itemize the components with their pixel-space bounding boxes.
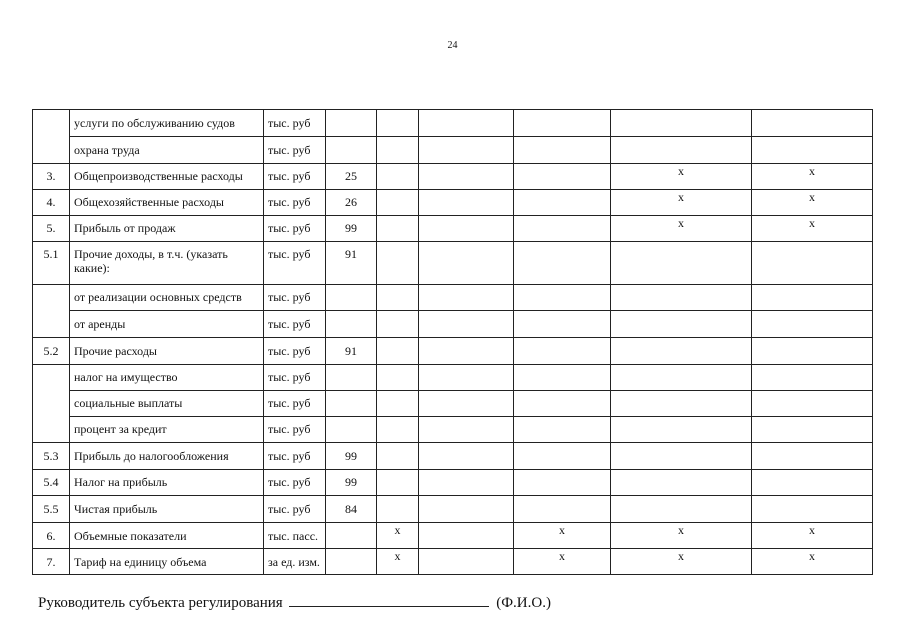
row-cell-c5 bbox=[377, 110, 419, 137]
row-unit-cell: тыс. руб bbox=[264, 164, 326, 190]
row-code-cell: 99 bbox=[326, 470, 377, 496]
table-row bbox=[33, 190, 873, 216]
row-unit-cell: тыс. руб bbox=[264, 496, 326, 523]
row-cell-c8: x bbox=[611, 164, 752, 190]
row-name-cell: процент за кредит bbox=[70, 417, 264, 443]
row-name-cell: Прочие доходы, в т.ч. (указать какие): bbox=[70, 242, 264, 285]
row-cell-c5 bbox=[377, 285, 419, 311]
row-cell-c8: x bbox=[611, 216, 752, 242]
table-row bbox=[33, 549, 873, 575]
row-code-cell bbox=[326, 391, 377, 417]
row-name-cell: Общехозяйственные расходы bbox=[70, 190, 264, 216]
report-table bbox=[32, 109, 873, 575]
row-cell-c9 bbox=[752, 496, 873, 523]
row-cell-c9 bbox=[752, 110, 873, 137]
table-row bbox=[33, 311, 873, 338]
row-cell-c6 bbox=[419, 285, 514, 311]
row-cell-c5 bbox=[377, 417, 419, 443]
row-cell-c9: x bbox=[752, 216, 873, 242]
row-code-cell: 99 bbox=[326, 216, 377, 242]
row-unit-cell: тыс. руб bbox=[264, 470, 326, 496]
row-cell-c9 bbox=[752, 470, 873, 496]
row-cell-c5: x bbox=[377, 549, 419, 575]
row-cell-c5 bbox=[377, 164, 419, 190]
row-name-cell: охрана труда bbox=[70, 137, 264, 164]
row-name-cell: Прибыль от продаж bbox=[70, 216, 264, 242]
row-number-cell bbox=[33, 365, 70, 443]
row-number-cell: 4. bbox=[33, 190, 70, 216]
row-cell-c6 bbox=[419, 365, 514, 391]
row-cell-c9 bbox=[752, 311, 873, 338]
row-cell-c8 bbox=[611, 470, 752, 496]
row-cell-c8 bbox=[611, 391, 752, 417]
table-row bbox=[33, 417, 873, 443]
row-number-cell: 5.1 bbox=[33, 242, 70, 285]
table-row bbox=[33, 164, 873, 190]
row-cell-c9 bbox=[752, 338, 873, 365]
row-unit-cell: тыс. руб bbox=[264, 417, 326, 443]
row-cell-c6 bbox=[419, 190, 514, 216]
row-unit-cell: за ед. изм. bbox=[264, 549, 326, 575]
table-row bbox=[33, 338, 873, 365]
row-code-cell bbox=[326, 417, 377, 443]
row-cell-c8: x bbox=[611, 549, 752, 575]
row-cell-c7 bbox=[514, 391, 611, 417]
row-cell-c6 bbox=[419, 443, 514, 470]
signature-label: Руководитель субъекта регулирования bbox=[38, 595, 283, 611]
row-cell-c6 bbox=[419, 496, 514, 523]
row-cell-c8 bbox=[611, 285, 752, 311]
row-code-cell bbox=[326, 285, 377, 311]
row-number-cell: 7. bbox=[33, 549, 70, 575]
row-cell-c7 bbox=[514, 365, 611, 391]
row-cell-c5: x bbox=[377, 523, 419, 549]
table-row bbox=[33, 365, 873, 391]
row-name-cell: Общепроизводственные расходы bbox=[70, 164, 264, 190]
row-cell-c7 bbox=[514, 190, 611, 216]
row-cell-c6 bbox=[419, 391, 514, 417]
row-cell-c6 bbox=[419, 137, 514, 164]
row-cell-c5 bbox=[377, 443, 419, 470]
row-cell-c8: x bbox=[611, 190, 752, 216]
row-unit-cell: тыс. руб bbox=[264, 443, 326, 470]
row-cell-c9: x bbox=[752, 549, 873, 575]
row-code-cell bbox=[326, 549, 377, 575]
row-cell-c6 bbox=[419, 164, 514, 190]
row-name-cell: от реализации основных средств bbox=[70, 285, 264, 311]
signature-line bbox=[38, 592, 551, 612]
table-row bbox=[33, 242, 873, 285]
row-cell-c5 bbox=[377, 391, 419, 417]
row-name-cell: Тариф на единицу объема bbox=[70, 549, 264, 575]
row-cell-c9 bbox=[752, 285, 873, 311]
row-cell-c7 bbox=[514, 311, 611, 338]
row-name-cell: Прочие расходы bbox=[70, 338, 264, 365]
row-cell-c7 bbox=[514, 470, 611, 496]
row-name-cell: Налог на прибыль bbox=[70, 470, 264, 496]
row-name-cell: услуги по обслуживанию судов bbox=[70, 110, 264, 137]
row-cell-c5 bbox=[377, 470, 419, 496]
row-name-cell: от аренды bbox=[70, 311, 264, 338]
row-cell-c5 bbox=[377, 216, 419, 242]
row-unit-cell: тыс. руб bbox=[264, 311, 326, 338]
signature-blank bbox=[289, 592, 489, 607]
row-cell-c9 bbox=[752, 443, 873, 470]
row-cell-c9 bbox=[752, 242, 873, 285]
row-code-cell: 26 bbox=[326, 190, 377, 216]
row-unit-cell: тыс. руб bbox=[264, 190, 326, 216]
row-unit-cell: тыс. руб bbox=[264, 285, 326, 311]
row-cell-c7 bbox=[514, 164, 611, 190]
row-name-cell: Прибыль до налогообложения bbox=[70, 443, 264, 470]
row-cell-c8 bbox=[611, 443, 752, 470]
row-cell-c9: x bbox=[752, 164, 873, 190]
row-cell-c6 bbox=[419, 110, 514, 137]
row-cell-c7: x bbox=[514, 523, 611, 549]
row-code-cell: 25 bbox=[326, 164, 377, 190]
row-cell-c5 bbox=[377, 137, 419, 164]
row-number-cell bbox=[33, 110, 70, 164]
row-name-cell: налог на имущество bbox=[70, 365, 264, 391]
row-cell-c8 bbox=[611, 496, 752, 523]
row-name-cell: Объемные показатели bbox=[70, 523, 264, 549]
row-unit-cell: тыс. руб bbox=[264, 365, 326, 391]
row-unit-cell: тыс. руб bbox=[264, 242, 326, 285]
row-cell-c5 bbox=[377, 365, 419, 391]
row-cell-c7 bbox=[514, 338, 611, 365]
row-number-cell: 3. bbox=[33, 164, 70, 190]
row-cell-c6 bbox=[419, 216, 514, 242]
row-unit-cell: тыс. пасс. bbox=[264, 523, 326, 549]
table-row bbox=[33, 443, 873, 470]
row-number-cell: 5.3 bbox=[33, 443, 70, 470]
row-cell-c8: x bbox=[611, 523, 752, 549]
table-row bbox=[33, 137, 873, 164]
row-unit-cell: тыс. руб bbox=[264, 216, 326, 242]
row-cell-c7 bbox=[514, 137, 611, 164]
row-unit-cell: тыс. руб bbox=[264, 338, 326, 365]
row-code-cell: 91 bbox=[326, 338, 377, 365]
row-cell-c8 bbox=[611, 110, 752, 137]
row-unit-cell: тыс. руб bbox=[264, 137, 326, 164]
table-row bbox=[33, 285, 873, 311]
row-name-cell: Чистая прибыль bbox=[70, 496, 264, 523]
row-cell-c7 bbox=[514, 443, 611, 470]
row-cell-c9 bbox=[752, 137, 873, 164]
row-code-cell bbox=[326, 311, 377, 338]
table-row bbox=[33, 496, 873, 523]
row-cell-c9: x bbox=[752, 190, 873, 216]
row-cell-c7 bbox=[514, 496, 611, 523]
row-cell-c6 bbox=[419, 417, 514, 443]
row-cell-c5 bbox=[377, 338, 419, 365]
row-code-cell: 84 bbox=[326, 496, 377, 523]
row-cell-c8 bbox=[611, 417, 752, 443]
page-number: 24 bbox=[447, 40, 458, 51]
row-unit-cell: тыс. руб bbox=[264, 110, 326, 137]
row-code-cell bbox=[326, 110, 377, 137]
row-number-cell: 5.2 bbox=[33, 338, 70, 365]
row-cell-c7 bbox=[514, 110, 611, 137]
row-cell-c7: x bbox=[514, 549, 611, 575]
row-cell-c7 bbox=[514, 417, 611, 443]
row-code-cell bbox=[326, 523, 377, 549]
row-code-cell bbox=[326, 137, 377, 164]
row-unit-cell: тыс. руб bbox=[264, 391, 326, 417]
table-row bbox=[33, 110, 873, 137]
row-cell-c9 bbox=[752, 365, 873, 391]
table-row bbox=[33, 523, 873, 549]
row-number-cell: 5.5 bbox=[33, 496, 70, 523]
table-row bbox=[33, 470, 873, 496]
row-cell-c5 bbox=[377, 496, 419, 523]
row-cell-c5 bbox=[377, 242, 419, 285]
row-code-cell: 99 bbox=[326, 443, 377, 470]
row-cell-c5 bbox=[377, 190, 419, 216]
row-cell-c6 bbox=[419, 523, 514, 549]
row-cell-c7 bbox=[514, 242, 611, 285]
row-cell-c6 bbox=[419, 311, 514, 338]
row-cell-c6 bbox=[419, 549, 514, 575]
row-cell-c9 bbox=[752, 417, 873, 443]
signature-suffix: (Ф.И.О.) bbox=[496, 595, 551, 611]
row-cell-c8 bbox=[611, 311, 752, 338]
row-cell-c6 bbox=[419, 338, 514, 365]
row-cell-c8 bbox=[611, 338, 752, 365]
row-cell-c8 bbox=[611, 137, 752, 164]
row-code-cell: 91 bbox=[326, 242, 377, 285]
row-cell-c6 bbox=[419, 242, 514, 285]
row-number-cell: 6. bbox=[33, 523, 70, 549]
row-cell-c7 bbox=[514, 285, 611, 311]
table-row bbox=[33, 216, 873, 242]
row-cell-c7 bbox=[514, 216, 611, 242]
table-row bbox=[33, 391, 873, 417]
row-cell-c9 bbox=[752, 391, 873, 417]
row-number-cell bbox=[33, 285, 70, 338]
row-number-cell: 5.4 bbox=[33, 470, 70, 496]
row-cell-c9: x bbox=[752, 523, 873, 549]
row-name-cell: социальные выплаты bbox=[70, 391, 264, 417]
row-code-cell bbox=[326, 365, 377, 391]
row-cell-c8 bbox=[611, 365, 752, 391]
row-cell-c6 bbox=[419, 470, 514, 496]
row-cell-c5 bbox=[377, 311, 419, 338]
row-number-cell: 5. bbox=[33, 216, 70, 242]
row-cell-c8 bbox=[611, 242, 752, 285]
